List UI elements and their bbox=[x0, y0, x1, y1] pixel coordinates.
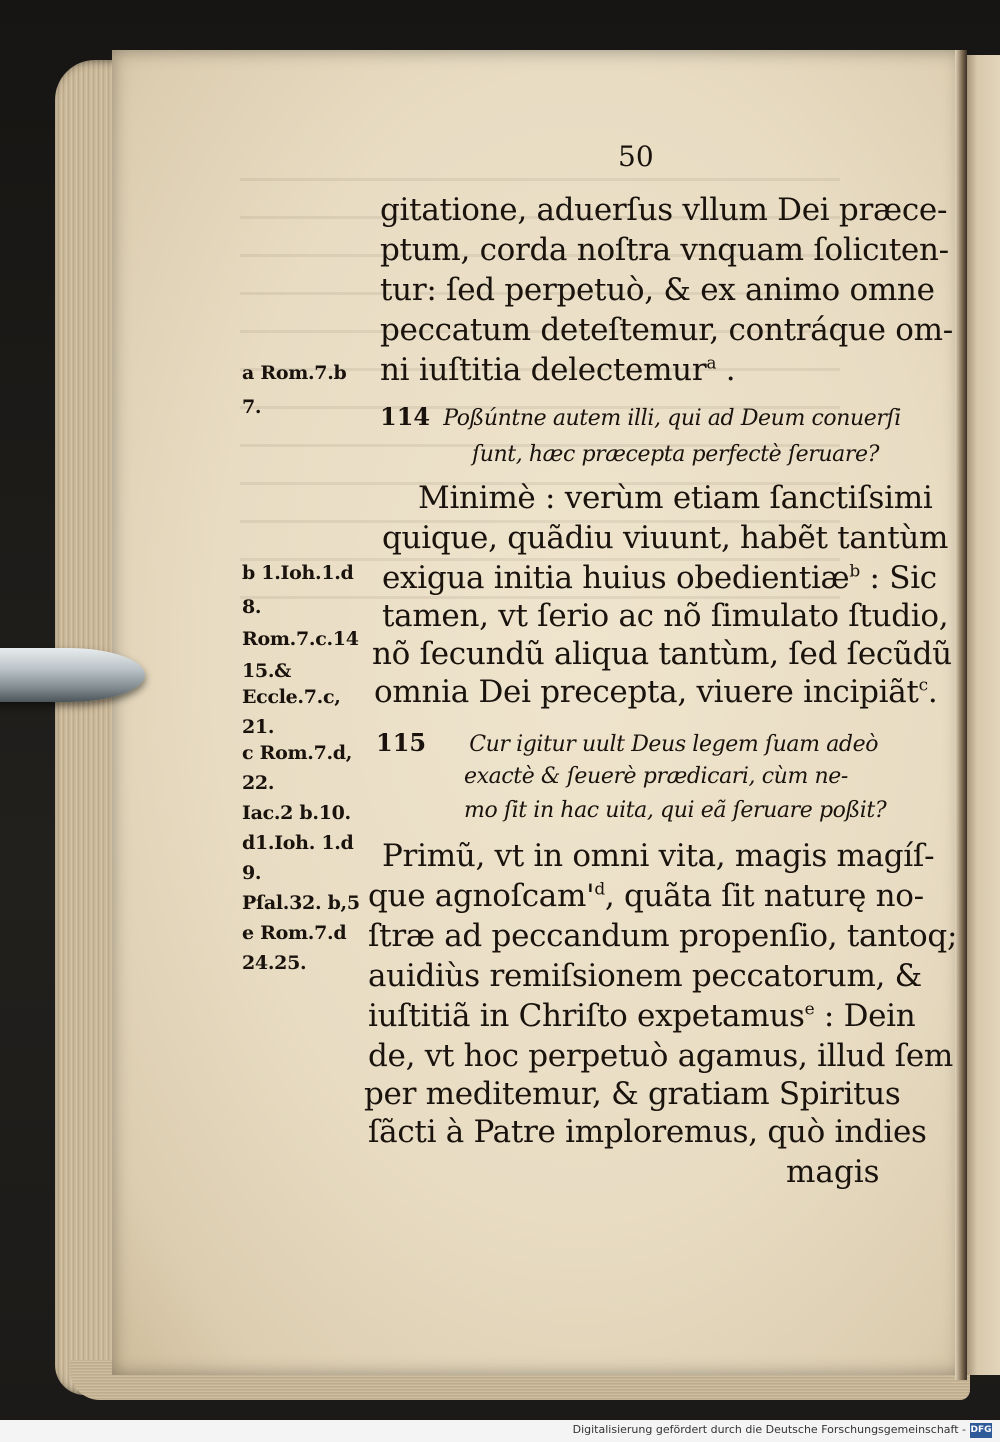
question-line: Cur igitur uult Deus legem ſuam adeò bbox=[469, 732, 879, 757]
footnote-marker: b bbox=[849, 561, 860, 582]
question-number: 114 bbox=[380, 402, 431, 431]
text-line-content: Primũ, vt in omni vita, magis magíſ- bbox=[382, 838, 935, 874]
text-line bbox=[380, 352, 735, 388]
text-line bbox=[372, 636, 952, 672]
dfg-logo-icon: DFG bbox=[970, 1423, 992, 1438]
text-line-suffix: . bbox=[716, 352, 736, 388]
margin-note: c Rom.7.d, bbox=[242, 742, 353, 764]
margin-note: d1.Ioh. 1.d bbox=[242, 832, 354, 854]
text-line bbox=[364, 1076, 901, 1112]
text-line bbox=[368, 918, 957, 954]
question-line: exactè & ſeuerè prædicari, cùm ne- bbox=[464, 764, 848, 789]
margin-note: a Rom.7.b bbox=[242, 362, 347, 384]
footnote-marker: e bbox=[804, 999, 815, 1020]
margin-note: 8. bbox=[242, 596, 262, 618]
text-line-content: tamen, vt ſerio ac nõ ſimulato ſtudio, bbox=[382, 598, 949, 634]
text-line-suffix: : Sic bbox=[860, 560, 937, 596]
margin-note: 7. bbox=[242, 396, 262, 418]
text-line bbox=[368, 958, 922, 994]
text-line bbox=[382, 520, 948, 556]
text-line bbox=[382, 598, 948, 634]
text-line-content: tur: ſed perpetuò, & ex animo omne bbox=[380, 272, 935, 308]
margin-note: 9. bbox=[242, 862, 262, 884]
margin-note: 15.& bbox=[242, 660, 292, 682]
text-line-content: iuſtitiã in Chriſto expetamus bbox=[368, 998, 805, 1034]
text-line-suffix: . bbox=[927, 674, 938, 710]
catchword: magis bbox=[786, 1154, 880, 1190]
question-line: mo ſit in hac uita, qui eã ſeruare poßit? bbox=[464, 798, 887, 823]
text-line-content: per meditemur, & gratiam Spiritus bbox=[364, 1076, 901, 1112]
footnote-marker: d bbox=[594, 879, 605, 900]
margin-note: Pſal.32. b,5 bbox=[242, 892, 360, 914]
footnote-marker: c bbox=[918, 675, 928, 696]
text-line-content: ſãcti à Patre imploremus, quò indies bbox=[368, 1114, 927, 1150]
text-line bbox=[368, 878, 924, 914]
text-line-content: nõ ſecundũ aliqua tantùm, ſed ſecũdũ bbox=[372, 636, 952, 672]
margin-note: e Rom.7.d bbox=[242, 922, 347, 944]
footnote-marker: a bbox=[706, 353, 717, 374]
question-115 bbox=[376, 728, 878, 757]
margin-note: Rom.7.c.14 bbox=[242, 628, 359, 650]
text-line-content: peccatum deteſtemur, contráque om- bbox=[380, 312, 953, 348]
question-line: ſunt, hæc præcepta perfectè ſeruare? bbox=[472, 442, 879, 467]
text-line bbox=[368, 1114, 927, 1150]
footer-bar bbox=[0, 1420, 1000, 1442]
margin-note: 21. bbox=[242, 716, 275, 738]
question-114 bbox=[380, 402, 901, 431]
text-line bbox=[368, 998, 915, 1034]
text-line bbox=[382, 560, 937, 596]
text-line-content: quique, quãdiu viuunt, habẽt tantùm bbox=[382, 520, 949, 556]
text-line bbox=[374, 674, 937, 710]
text-line bbox=[380, 232, 949, 268]
facing-page-edge bbox=[962, 55, 1000, 1375]
page-number: 50 bbox=[618, 140, 654, 173]
text-line-content: omnia Dei precepta, viuere incipiãt bbox=[374, 674, 919, 710]
text-line-content: Minimè : verùm etiam ſanctiſsimi bbox=[418, 480, 933, 516]
text-line bbox=[382, 838, 934, 874]
text-line-content: ſtræ ad peccandum propenſio, tantoq; bbox=[368, 918, 958, 954]
text-line-content: de, vt hoc perpetuò agamus, illud ſem bbox=[368, 1038, 954, 1074]
text-line-content: gitatione, aduerſus vllum Dei præce- bbox=[380, 192, 948, 228]
text-line-content: auidiùs remiſsionem peccatorum, & bbox=[368, 958, 922, 994]
text-line bbox=[380, 192, 947, 228]
question-number: 115 bbox=[376, 728, 427, 757]
text-line bbox=[418, 480, 932, 516]
text-line-content: que agnoſcam' bbox=[368, 878, 595, 914]
book-gutter bbox=[955, 50, 967, 1380]
margin-note: b 1.Ioh.1.d bbox=[242, 562, 354, 584]
text-line-content: ni iuſtitia delectemur bbox=[380, 352, 707, 388]
text-line-content: exigua initia huius obedientiæ bbox=[382, 560, 850, 596]
text-line-suffix: , quãta ſit naturę no- bbox=[604, 878, 924, 914]
margin-note: 24.25. bbox=[242, 952, 307, 974]
text-line bbox=[368, 1038, 953, 1074]
footer-text: Digitalisierung gefördert durch die Deutsche Forschungsgemeinschaft - bbox=[572, 1423, 966, 1436]
margin-note: Eccle.7.c, bbox=[242, 686, 341, 708]
text-line-suffix: : Dein bbox=[814, 998, 916, 1034]
margin-note: 22. bbox=[242, 772, 275, 794]
text-line bbox=[380, 272, 935, 308]
question-line: Poßúntne autem illi, qui ad Deum conuerſi bbox=[443, 406, 901, 431]
margin-note: Iac.2 b.10. bbox=[242, 802, 351, 824]
text-line-content: ptum, corda noſtra vnquam ſolicıten- bbox=[380, 232, 949, 268]
text-line bbox=[380, 312, 953, 348]
